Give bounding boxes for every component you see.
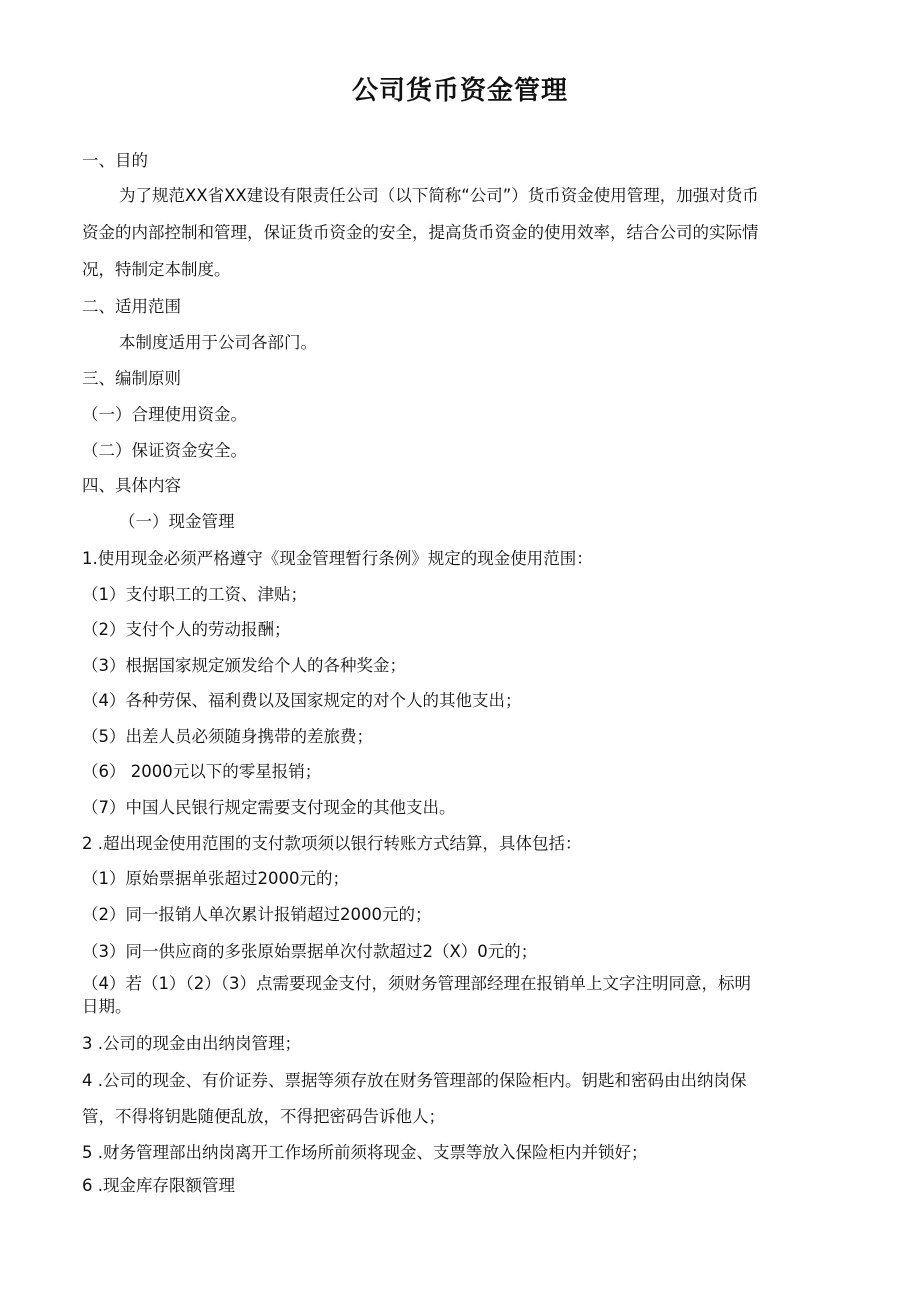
paragraph-line: 资金的内部控制和管理，保证货币资金的安全，提高货币资金的使用效率，结合公司的实际情: [82, 223, 759, 242]
list-item-continuation: 管，不得将钥匙随便乱放，不得把密码告诉他人；: [82, 1107, 445, 1126]
list-item: 3 .公司的现金由出纳岗管理；: [82, 1034, 301, 1053]
list-item: 5 .财务管理部出纳岗离开工作场所前须将现金、支票等放入保险柜内并锁好；: [82, 1143, 648, 1162]
list-item: （4）若（1）（2）（3）点需要现金支付，须财务管理部经理在报销单上文字注明同意，标明: [82, 974, 751, 993]
document-title: 公司货币资金管理: [351, 76, 568, 106]
list-item: （一）合理使用资金。: [82, 405, 247, 424]
list-item: （3）根据国家规定颁发给个人的各种奖金；: [82, 656, 406, 675]
list-item: （6） 2000元以下的零星报销；: [82, 762, 322, 781]
list-item: （4）各种劳保、福利费以及国家规定的对个人的其他支出；: [82, 691, 522, 710]
list-item-continuation: 日期。: [82, 997, 132, 1016]
list-item: （1）支付职工的工资、津贴；: [82, 585, 307, 604]
list-item: （3）同一供应商的多张原始票据单次付款超过2（X）0元的；: [82, 942, 538, 961]
section-heading-purpose: 一、目的: [82, 151, 148, 170]
list-item: 2 .超出现金使用范围的支付款项须以银行转账方式结算，具体包括：: [82, 834, 582, 853]
subsection-heading-cash: （一）现金管理: [119, 512, 235, 531]
paragraph-line: 况，特制定本制度。: [82, 260, 231, 279]
list-item: （7）中国人民银行规定需要支付现金的其他支出。: [82, 798, 456, 817]
section-heading-scope: 二、适用范围: [82, 297, 181, 316]
list-item: （2）支付个人的劳动报酬；: [82, 620, 291, 639]
list-item: 4 .公司的现金、有价证券、票据等须存放在财务管理部的保险柜内。钥匙和密码由出纳岗保: [82, 1071, 747, 1090]
list-item: 6 .现金库存限额管理: [82, 1176, 235, 1195]
list-item: （5）出差人员必须随身携带的差旅费；: [82, 727, 373, 746]
paragraph-line: 本制度适用于公司各部门。: [119, 333, 317, 352]
list-item: （二）保证资金安全。: [82, 441, 247, 460]
section-heading-content: 四、具体内容: [82, 476, 181, 495]
section-heading-principles: 三、编制原则: [82, 369, 181, 388]
list-item: （1）原始票据单张超过2000元的；: [82, 869, 349, 888]
paragraph-line: 为了规范XX省XX建设有限责任公司（以下简称“公司”）货币资金使用管理，加强对货币: [119, 186, 759, 205]
list-item: （2）同一报销人单次累计报销超过2000元的；: [82, 905, 432, 924]
list-item: 1.使用现金必须严格遵守《现金管理暂行条例》规定的现金使用范围：: [82, 549, 593, 568]
